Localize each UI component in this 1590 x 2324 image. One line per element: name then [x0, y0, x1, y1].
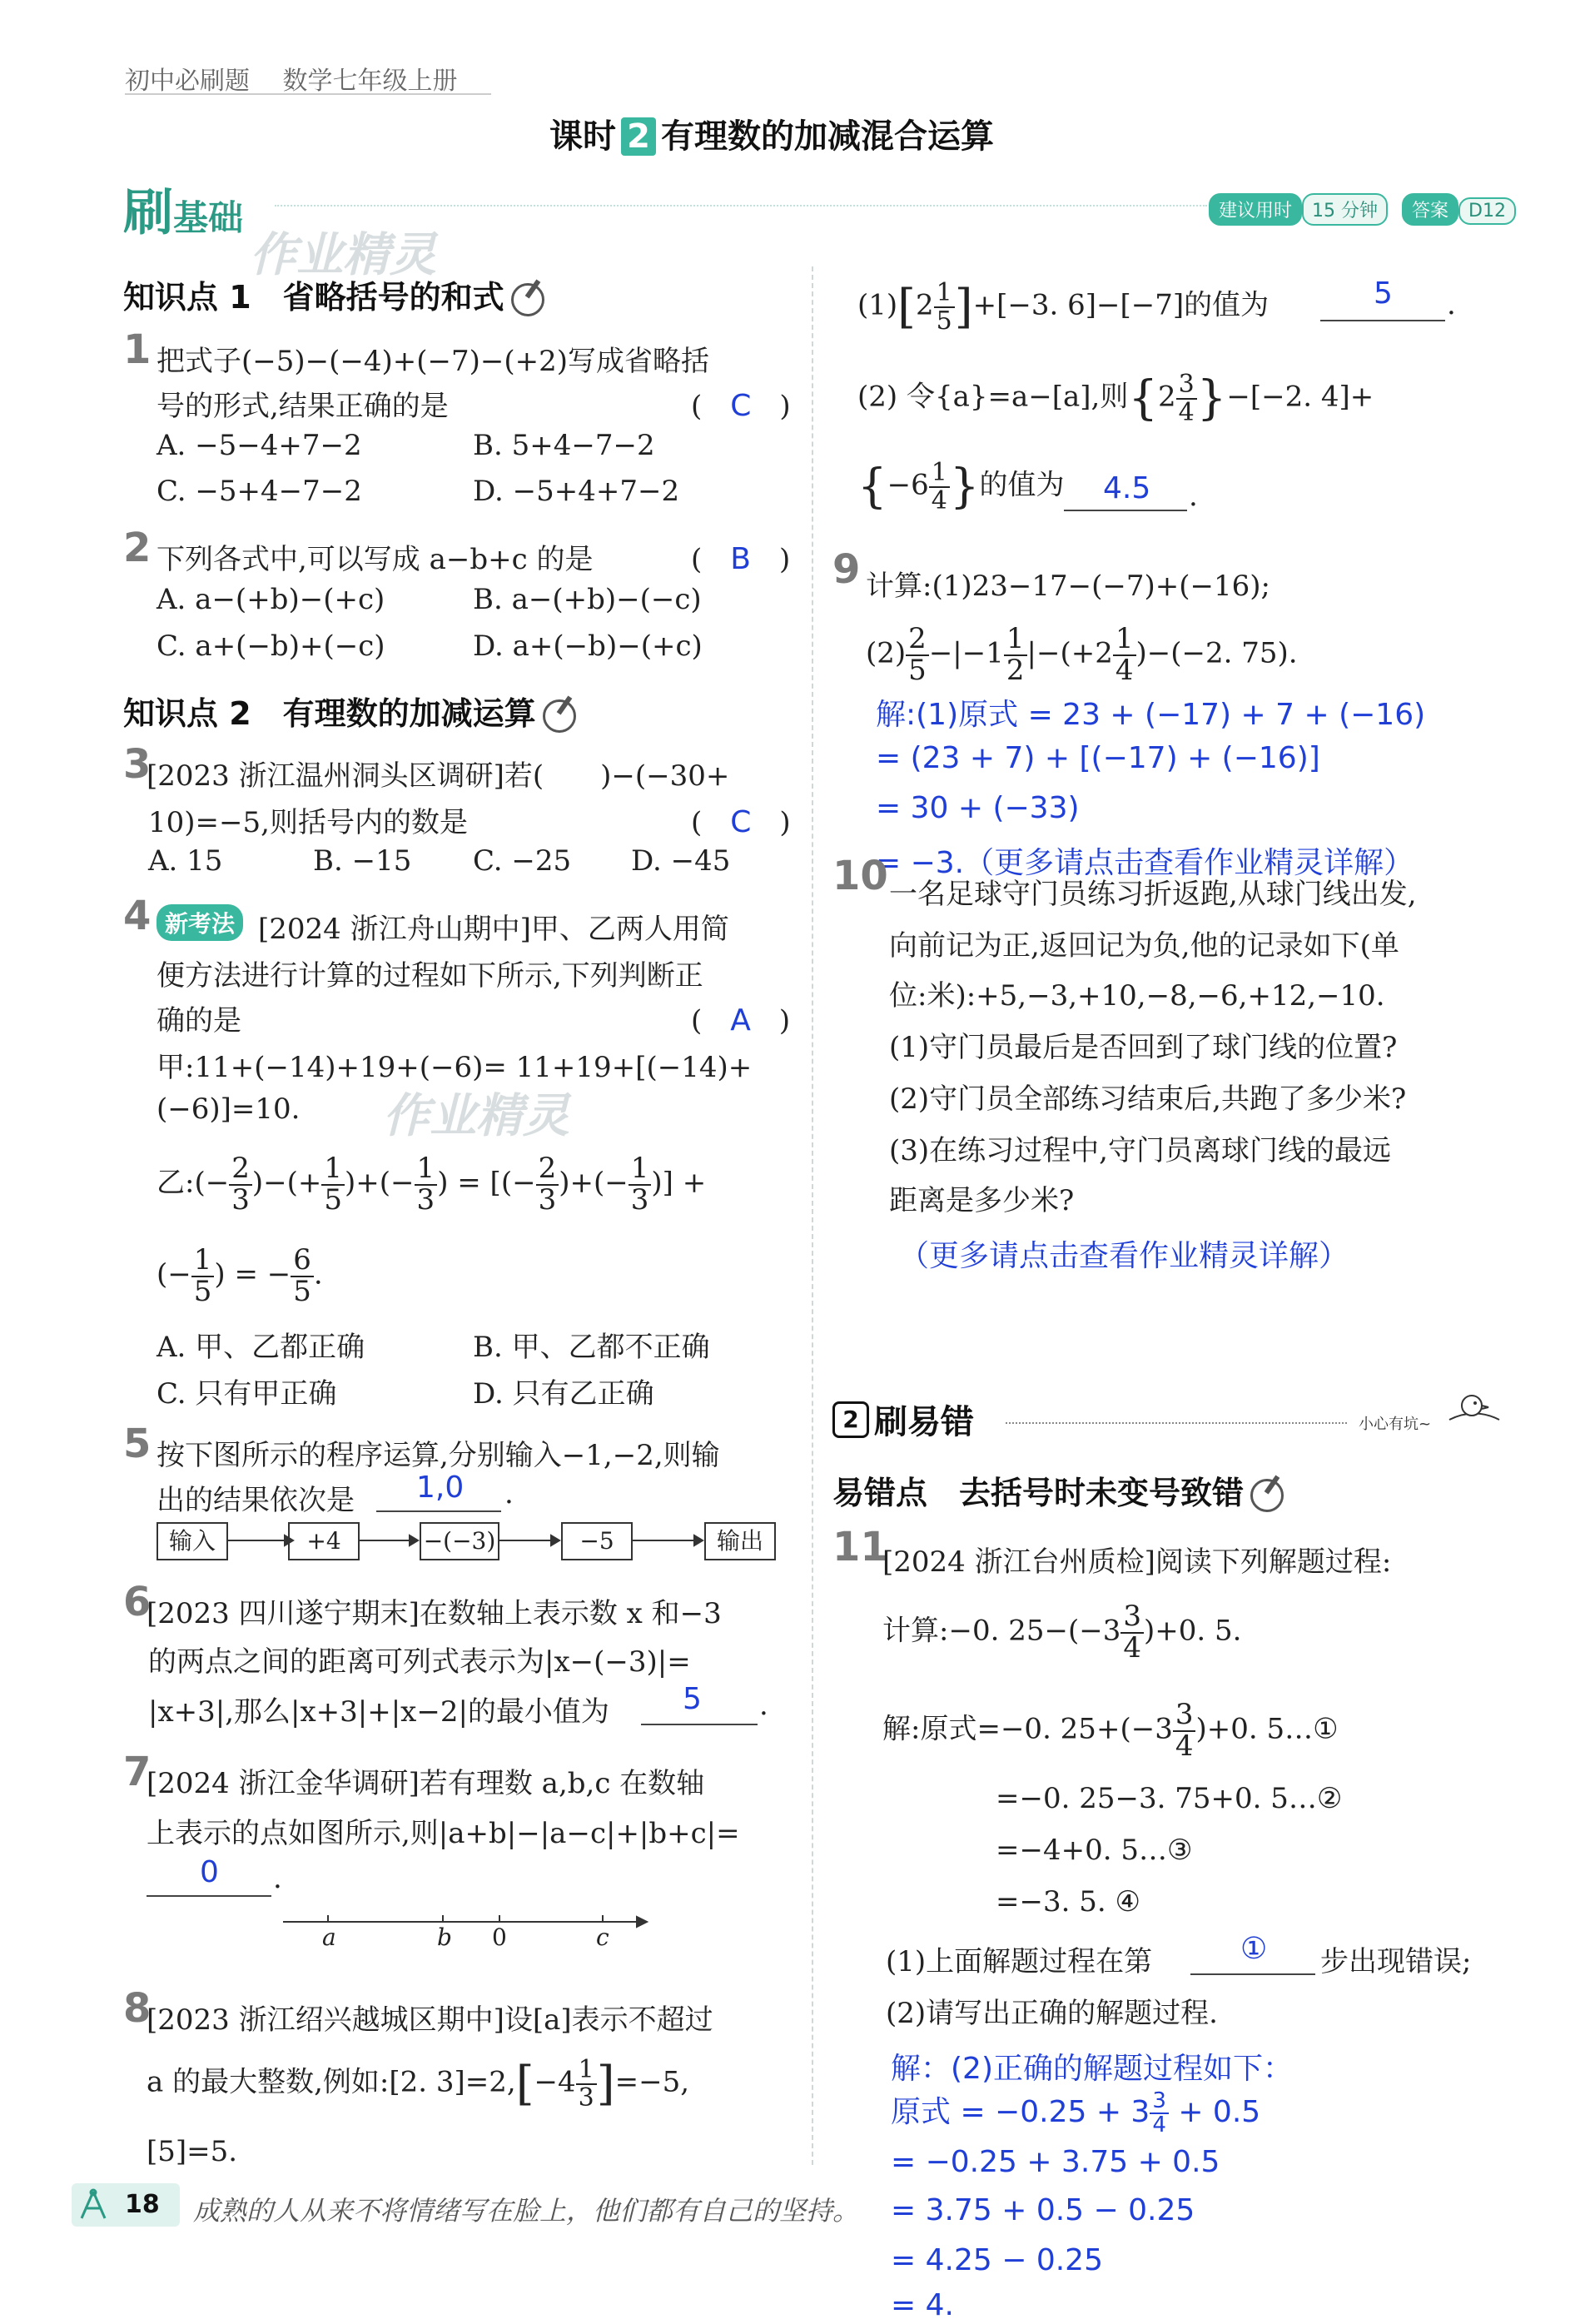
page-number-badge [72, 2183, 180, 2227]
q4-jia-line2: (−6)]=10. [157, 1092, 301, 1126]
q1-answer-bracket: ( C ) [691, 389, 791, 423]
q8-line2: a 的最大整数,例如:[2. 3]=2,[−4 $\frac{1}{3}$ ]=−5, [147, 2055, 690, 2113]
lesson-name: 有理数的加减混合运算 [661, 117, 994, 156]
footer-motto: 成熟的人从来不将情绪写在脸上，他们都有自己的坚持。 [193, 2195, 860, 2227]
q6-line2: 的两点之间的距离可列式表示为|x−(−3)|= [148, 1645, 691, 1679]
answer-label: 答案 [1402, 193, 1458, 226]
q1-line2: 号的形式,结果正确的是 [157, 390, 449, 423]
q2-line1: 下列各式中,可以写成 a−b+c 的是 [157, 543, 594, 576]
lesson-title [549, 110, 994, 157]
axis-label-c: c [596, 1923, 609, 1951]
basic-label: 基础 [173, 197, 244, 238]
q9-solution-line4[interactable]: = −3.（更多请点击查看作业精灵详解） [876, 846, 1414, 880]
q1-option-b: B. 5+4−7−2 [473, 429, 655, 462]
watermark-top: 作业精灵 [250, 228, 436, 282]
q11-answer-line1: 解：(2)正确的解题过程如下： [891, 2052, 1293, 2086]
q2-answer-bracket: ( B ) [691, 542, 791, 576]
q2-option-d: D. a+(−b)−(+c) [473, 630, 703, 663]
q10-part3b: 距离是多少米? [889, 1184, 1075, 1217]
q10-number: 10 [832, 853, 888, 899]
q2-number: 2 [123, 525, 152, 571]
header-underline [125, 93, 491, 95]
q1-number: 1 [123, 326, 152, 373]
q5-period: . [504, 1477, 514, 1510]
watermark-middle: 作业精灵 [383, 1089, 569, 1143]
time-value: 15 分钟 [1302, 193, 1388, 226]
brush-basic-banner [123, 173, 243, 245]
q3-answer: C [730, 805, 752, 839]
q8-part1-blank [1320, 320, 1445, 321]
q5-number: 5 [123, 1421, 152, 1467]
axis-label-b: b [437, 1923, 452, 1951]
q4-yi-line2: (− $\frac{1}{5}$ ) = − $\frac{6}{5}$ . [157, 1243, 323, 1308]
q3-option-b: B. −15 [313, 844, 412, 878]
axis-label-zero: 0 [492, 1923, 507, 1951]
q11-part1-blank [1190, 1973, 1315, 1975]
q7-period: . [273, 1862, 282, 1895]
q9-solution-line1: 解:(1)原式 = 23 + (−17) + 7 + (−16) [876, 698, 1426, 732]
q4-new-method-tag: 新考法 [157, 904, 243, 941]
q8-part2-blank [1064, 510, 1187, 511]
axis-label-a: a [322, 1923, 336, 1951]
q8-part1-answer: 5 [1374, 276, 1393, 311]
q3-number: 3 [123, 741, 152, 788]
q3-answer-bracket: ( C ) [691, 805, 791, 839]
q7-number: 7 [123, 1749, 152, 1795]
flow-minus-neg3-box: −(−3) [420, 1522, 499, 1560]
q8-part2-answer: 4.5 [1103, 471, 1151, 505]
flow-minus5-box: −5 [561, 1522, 633, 1560]
q11-number: 11 [832, 1524, 888, 1570]
cartoon-caption: 小心有坑~ [1359, 1416, 1432, 1433]
q3-option-c: C. −25 [473, 844, 572, 878]
q4-yi-line1: 乙:(− $\frac{2}{3}$ )−(+ $\frac{1}{5}$ )+(− $\frac{1}{3}$ ) = [(− $\frac{2}{3}$ )+(− $\frac{1}{3}$ )] + [157, 1152, 707, 1217]
q5-line1: 按下图所示的程序运算,分别输入−1,−2,则输 [157, 1439, 720, 1472]
q8-part2-period: . [1189, 480, 1198, 513]
q7-line2: 上表示的点如图所示,则|a+b|−|a−c|+|b+c|= [147, 1817, 740, 1850]
knowledge-point-2-title: 知识点 2 有理数的加减运算 [123, 688, 576, 734]
flow-add4-box: +4 [288, 1522, 360, 1560]
flow-arrows [226, 1530, 709, 1550]
q2-answer: B [730, 542, 751, 576]
q7-line1: [2024 浙江金华调研]若有理数 a,b,c 在数轴 [147, 1767, 705, 1800]
duck-cartoon-icon [1445, 1374, 1503, 1432]
q1-line1: 把式子(−5)−(−4)+(−7)−(+2)写成省略括 [157, 345, 710, 378]
page-number: 18 [125, 2190, 160, 2219]
q4-answer: A [730, 1003, 751, 1038]
q2-option-c: C. a+(−b)+(−c) [157, 630, 385, 663]
q11-answer-line6: = 4. [891, 2288, 954, 2322]
q6-line3: |x+3|,那么|x+3|+|x−2|的最小值为 [148, 1695, 609, 1729]
flow-output-box: 输出 [704, 1522, 776, 1560]
pen-icon [1250, 1479, 1284, 1512]
q4-number: 4 [123, 893, 152, 939]
q1-option-a: A. −5−4+7−2 [157, 429, 362, 462]
q4-answer-bracket: ( A ) [691, 1003, 791, 1038]
q4-option-c: C. 只有甲正确 [157, 1377, 337, 1411]
q8-number: 8 [123, 1985, 152, 2032]
q10-line2: 向前记为正,返回记为负,他的记录如下(单 [889, 929, 1399, 963]
lesson-prefix: 课时 [549, 117, 616, 156]
q11-calc: 计算:−0. 25−(−3 $\frac{3}{4}$ )+0. 5. [882, 1600, 1242, 1665]
knowledge-point-1-title: 知识点 1 省略括号的和式 [123, 271, 544, 317]
q3-option-a: A. 15 [148, 844, 223, 878]
banner-dotted-line [275, 205, 1207, 207]
time-label: 建议用时 [1209, 193, 1302, 226]
error-point-title: 易错点 去括号时未变号致错 [832, 1467, 1284, 1513]
q4-line1: [2024 浙江舟山期中]甲、乙两人用简 [258, 913, 729, 946]
q6-answer-blank [641, 1724, 758, 1725]
q3-line1: [2023 浙江温州洞头区调研]若( )−(−30+ [147, 759, 730, 793]
brush-error-dotted-line [1006, 1422, 1347, 1424]
compass-icon [77, 2188, 110, 2222]
q7-number-line [283, 1907, 649, 1948]
q9-solution-line3: = 30 + (−33) [876, 791, 1080, 825]
q4-line2: 便方法进行计算的过程如下所示,下列判断正 [157, 959, 703, 993]
q10-more-link[interactable]: （更多请点击查看作业精灵详解） [899, 1239, 1349, 1273]
q2-option-a: A. a−(+b)−(+c) [157, 583, 385, 616]
q6-line1: [2023 四川遂宁期末]在数轴上表示数 x 和−3 [147, 1597, 722, 1630]
q5-line2: 出的结果依次是 [157, 1484, 355, 1517]
q11-solution-step4: =−3. 5. ④ [996, 1885, 1140, 1918]
q8-part1-period: . [1447, 288, 1456, 321]
brush-error-banner [832, 1396, 974, 1443]
q6-period: . [759, 1689, 768, 1722]
q11-part1-answer: ① [1240, 1932, 1268, 1966]
q4-option-b: B. 甲、乙都不正确 [473, 1331, 710, 1364]
q11-solution-step3: =−4+0. 5…③ [996, 1834, 1193, 1867]
q4-jia-line1: 甲:11+(−14)+19+(−6)= 11+19+[(−14)+ [157, 1051, 753, 1084]
q11-part1-suffix: 步出现错误; [1320, 1945, 1472, 1978]
q2-option-b: B. a−(+b)−(−c) [473, 583, 702, 616]
q4-line3: 确的是 [157, 1004, 241, 1038]
q9-solution-line2: = (23 + 7) + [(−17) + (−16)] [876, 741, 1320, 775]
q5-answer-blank [376, 1510, 501, 1512]
book-subject: 数学七年级上册 [282, 67, 458, 96]
q1-option-c: C. −5+4−7−2 [157, 475, 362, 508]
q11-answer-line5: = 4.25 − 0.25 [891, 2243, 1103, 2277]
flow-input-box: 输入 [157, 1522, 228, 1560]
q7-answer-blank [147, 1895, 271, 1897]
q8-part1: (1)[2 $\frac{1}{5}$ ]+[−3. 6]−[−7]的值为 [857, 278, 1270, 336]
q8-part2-line1: (2) 令{a}=a−[a],则{2 $\frac{3}{4}$ }−[−2. 4]+ [857, 370, 1374, 427]
q5-answer: 1,0 [416, 1471, 465, 1505]
q11-answer-line3: = −0.25 + 3.75 + 0.5 [891, 2145, 1220, 2179]
lesson-number: 2 [621, 117, 656, 156]
q8-line3: [5]=5. [147, 2135, 238, 2168]
brush-label: 刷 [123, 184, 173, 242]
q4-option-d: D. 只有乙正确 [473, 1377, 654, 1411]
q8-line1: [2023 浙江绍兴越城区期中]设[a]表示不超过 [147, 2003, 713, 2037]
q10-line3: 位:米):+5,−3,+10,−8,−6,+12,−10. [889, 979, 1385, 1013]
book-name: 初中必刷题 [125, 67, 250, 96]
q10-part2: (2)守门员全部练习结束后,共跑了多少米? [889, 1082, 1407, 1116]
pen-icon [543, 699, 576, 733]
q4-option-a: A. 甲、乙都正确 [157, 1331, 365, 1364]
q3-option-d: D. −45 [631, 844, 731, 878]
q11-answer-line4: = 3.75 + 0.5 − 0.25 [891, 2193, 1195, 2227]
q8-part2-line2: {−6 $\frac{1}{4}$ }的值为 [857, 458, 1065, 515]
q11-line1: [2024 浙江台州质检]阅读下列解题过程: [882, 1545, 1392, 1579]
q9-line2: (2) $\frac{2}{5}$ −|−1 $\frac{1}{2}$ |−(+2 $\frac{1}{4}$ )−(−2. 75). [866, 622, 1298, 687]
q3-line2: 10)=−5,则括号内的数是 [148, 806, 468, 839]
q10-line1: 一名足球守门员练习折返跑,从球门线出发, [889, 878, 1417, 911]
pen-icon [511, 283, 544, 316]
q11-solution-step1: 解:原式=−0. 25+(−3 $\frac{3}{4}$ )+0. 5…① [882, 1698, 1339, 1763]
q10-part3: (3)在练习过程中,守门员离球门线的最远 [889, 1134, 1391, 1167]
brush-error-number: 2 [832, 1401, 869, 1438]
q11-answer-line2: 原式 = −0.25 + 3 $\frac{3}{4}$ + 0.5 [891, 2088, 1261, 2137]
q9-number: 9 [832, 546, 861, 593]
q9-line1: 计算:(1)23−17−(−7)+(−16); [866, 570, 1270, 603]
q11-solution-step2: =−0. 25−3. 75+0. 5…② [996, 1782, 1343, 1815]
q6-number: 6 [123, 1579, 152, 1625]
q6-answer: 5 [683, 1682, 702, 1716]
time-answer-badges [1209, 193, 1516, 226]
q1-option-d: D. −5+4+7−2 [473, 475, 680, 508]
brush-error-title: 刷易错 [874, 1403, 974, 1441]
book-header [125, 60, 458, 97]
q11-part2: (2)请写出正确的解题过程. [886, 1997, 1218, 2030]
q11-part1-prefix: (1)上面解题过程在第 [886, 1945, 1153, 1978]
q10-part1: (1)守门员最后是否回到了球门线的位置? [889, 1031, 1398, 1064]
q1-answer: C [730, 389, 752, 423]
column-divider [812, 266, 813, 2165]
answer-code: D12 [1458, 197, 1516, 225]
q7-answer: 0 [200, 1855, 219, 1889]
